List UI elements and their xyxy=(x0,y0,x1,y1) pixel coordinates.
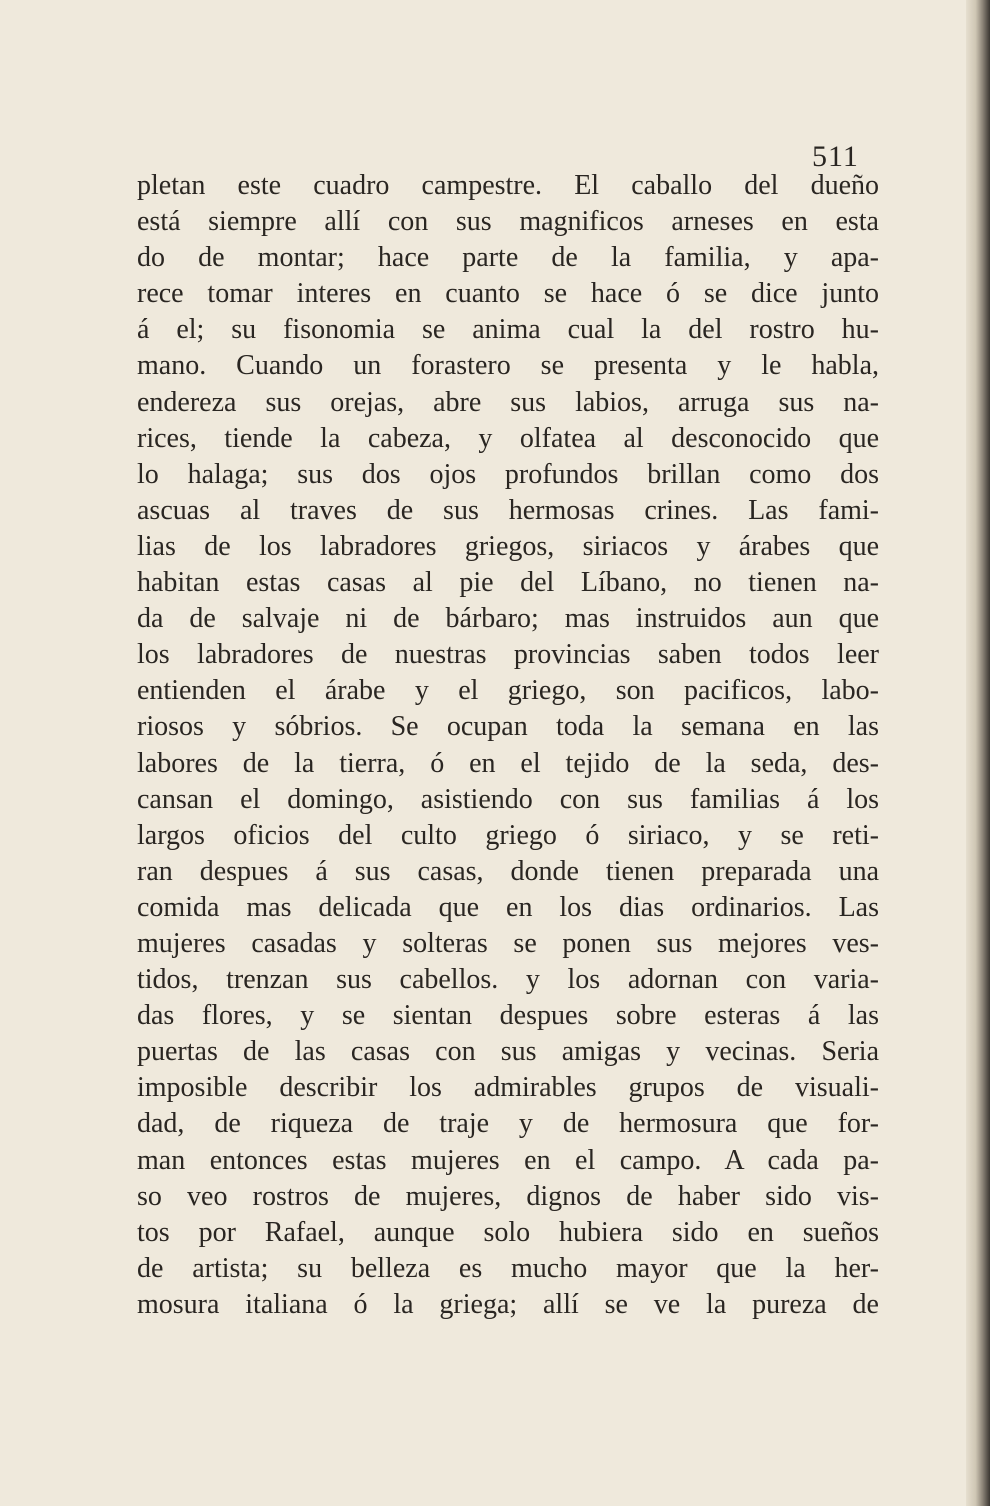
text-line xyxy=(137,1251,879,1287)
text-line-content: lias de los labradores griegos, siriacos y árabes que xyxy=(137,530,879,562)
text-line xyxy=(137,204,879,240)
text-line-content: puertas de las casas con sus amigas y vecinas. Seria xyxy=(137,1036,879,1068)
text-line-content: das flores, y se sientan despues sobre esteras á las xyxy=(137,1000,879,1032)
text-line-content: cansan el domingo, asistiendo con sus familias á los xyxy=(137,783,879,815)
text-line-content: so veo rostros de mujeres, dignos de haber sido vis- xyxy=(137,1180,879,1212)
text-line-content: lo halaga; sus dos ojos profundos brillan como dos xyxy=(137,458,879,490)
body-text xyxy=(137,168,879,1323)
text-line xyxy=(137,998,879,1034)
text-line-content: comida mas delicada que en los dias ordinarios. Las xyxy=(137,891,879,923)
text-line xyxy=(137,312,879,348)
text-line xyxy=(137,240,879,276)
text-line xyxy=(137,709,879,745)
text-line-content: dad, de riqueza de traje y de hermosura que for- xyxy=(137,1108,879,1140)
text-line-content: mosura italiana ó la griega; allí se ve la pureza de xyxy=(137,1288,879,1320)
text-line xyxy=(137,601,879,637)
text-line xyxy=(137,818,879,854)
text-line xyxy=(137,529,879,565)
text-line xyxy=(137,673,879,709)
text-line-content: tidos, trenzan sus cabellos. y los adornan con varia- xyxy=(137,964,879,996)
text-line xyxy=(137,746,879,782)
text-line xyxy=(137,637,879,673)
text-line xyxy=(137,493,879,529)
text-line-content: imposible describir los admirables grupos de visuali- xyxy=(137,1072,879,1104)
text-line-content: á el; su fisonomia se anima cual la del rostro hu- xyxy=(137,314,879,346)
text-line-content: da de salvaje ni de bárbaro; mas instruidos aun que xyxy=(137,603,879,635)
text-line-content: rices, tiende la cabeza, y olfatea al desconocido que xyxy=(137,422,879,454)
text-line-content: man entonces estas mujeres en el campo. A cada pa- xyxy=(137,1144,879,1176)
text-line-content: habitan estas casas al pie del Líbano, no tienen na- xyxy=(137,567,879,599)
text-line xyxy=(137,1106,879,1142)
text-line-content: ascuas al traves de sus hermosas crines. Las fami- xyxy=(137,494,879,526)
page-edge-shadow xyxy=(966,0,990,1506)
text-line xyxy=(137,421,879,457)
text-line-content: entienden el árabe y el griego, son pacificos, labo- xyxy=(137,675,879,707)
text-line xyxy=(137,962,879,998)
text-line-content: endereza sus orejas, abre sus labios, arruga sus na- xyxy=(137,386,879,418)
text-line xyxy=(137,348,879,384)
text-line-content: riosos y sóbrios. Se ocupan toda la semana en las xyxy=(137,711,879,743)
text-line-content: mujeres casadas y solteras se ponen sus mejores ves- xyxy=(137,927,879,959)
text-line xyxy=(137,854,879,890)
text-line xyxy=(137,1215,879,1251)
text-line xyxy=(137,385,879,421)
text-line xyxy=(137,1034,879,1070)
text-line xyxy=(137,168,879,204)
text-line xyxy=(137,1179,879,1215)
text-line xyxy=(137,926,879,962)
text-line-content: pletan este cuadro campestre. El caballo del dueño xyxy=(137,170,879,201)
text-line-content: do de montar; hace parte de la familia, y apa- xyxy=(137,242,879,274)
text-line-content: labores de la tierra, ó en el tejido de la seda, des- xyxy=(137,747,879,779)
text-line xyxy=(137,1070,879,1106)
text-line-content: rece tomar interes en cuanto se hace ó se dice junto xyxy=(137,278,879,310)
text-line-content: mano. Cuando un forastero se presenta y le habla, xyxy=(137,350,879,382)
text-line-content: de artista; su belleza es mucho mayor que la her- xyxy=(137,1252,879,1284)
text-line-content: tos por Rafael, aunque solo hubiera sido en sueños xyxy=(137,1216,879,1248)
text-line xyxy=(137,1287,879,1323)
text-line xyxy=(137,276,879,312)
text-line-content: ran despues á sus casas, donde tienen preparada una xyxy=(137,855,879,887)
text-line xyxy=(137,457,879,493)
text-line-content: largos oficios del culto griego ó siriaco, y se reti- xyxy=(137,819,879,851)
text-line-content: está siempre allí con sus magnificos arneses en esta xyxy=(137,206,879,238)
text-line xyxy=(137,565,879,601)
text-line-content: los labradores de nuestras provincias saben todos leer xyxy=(137,639,879,671)
page-number: 511 xyxy=(812,140,859,173)
text-line xyxy=(137,890,879,926)
text-line xyxy=(137,782,879,818)
text-line xyxy=(137,1143,879,1179)
